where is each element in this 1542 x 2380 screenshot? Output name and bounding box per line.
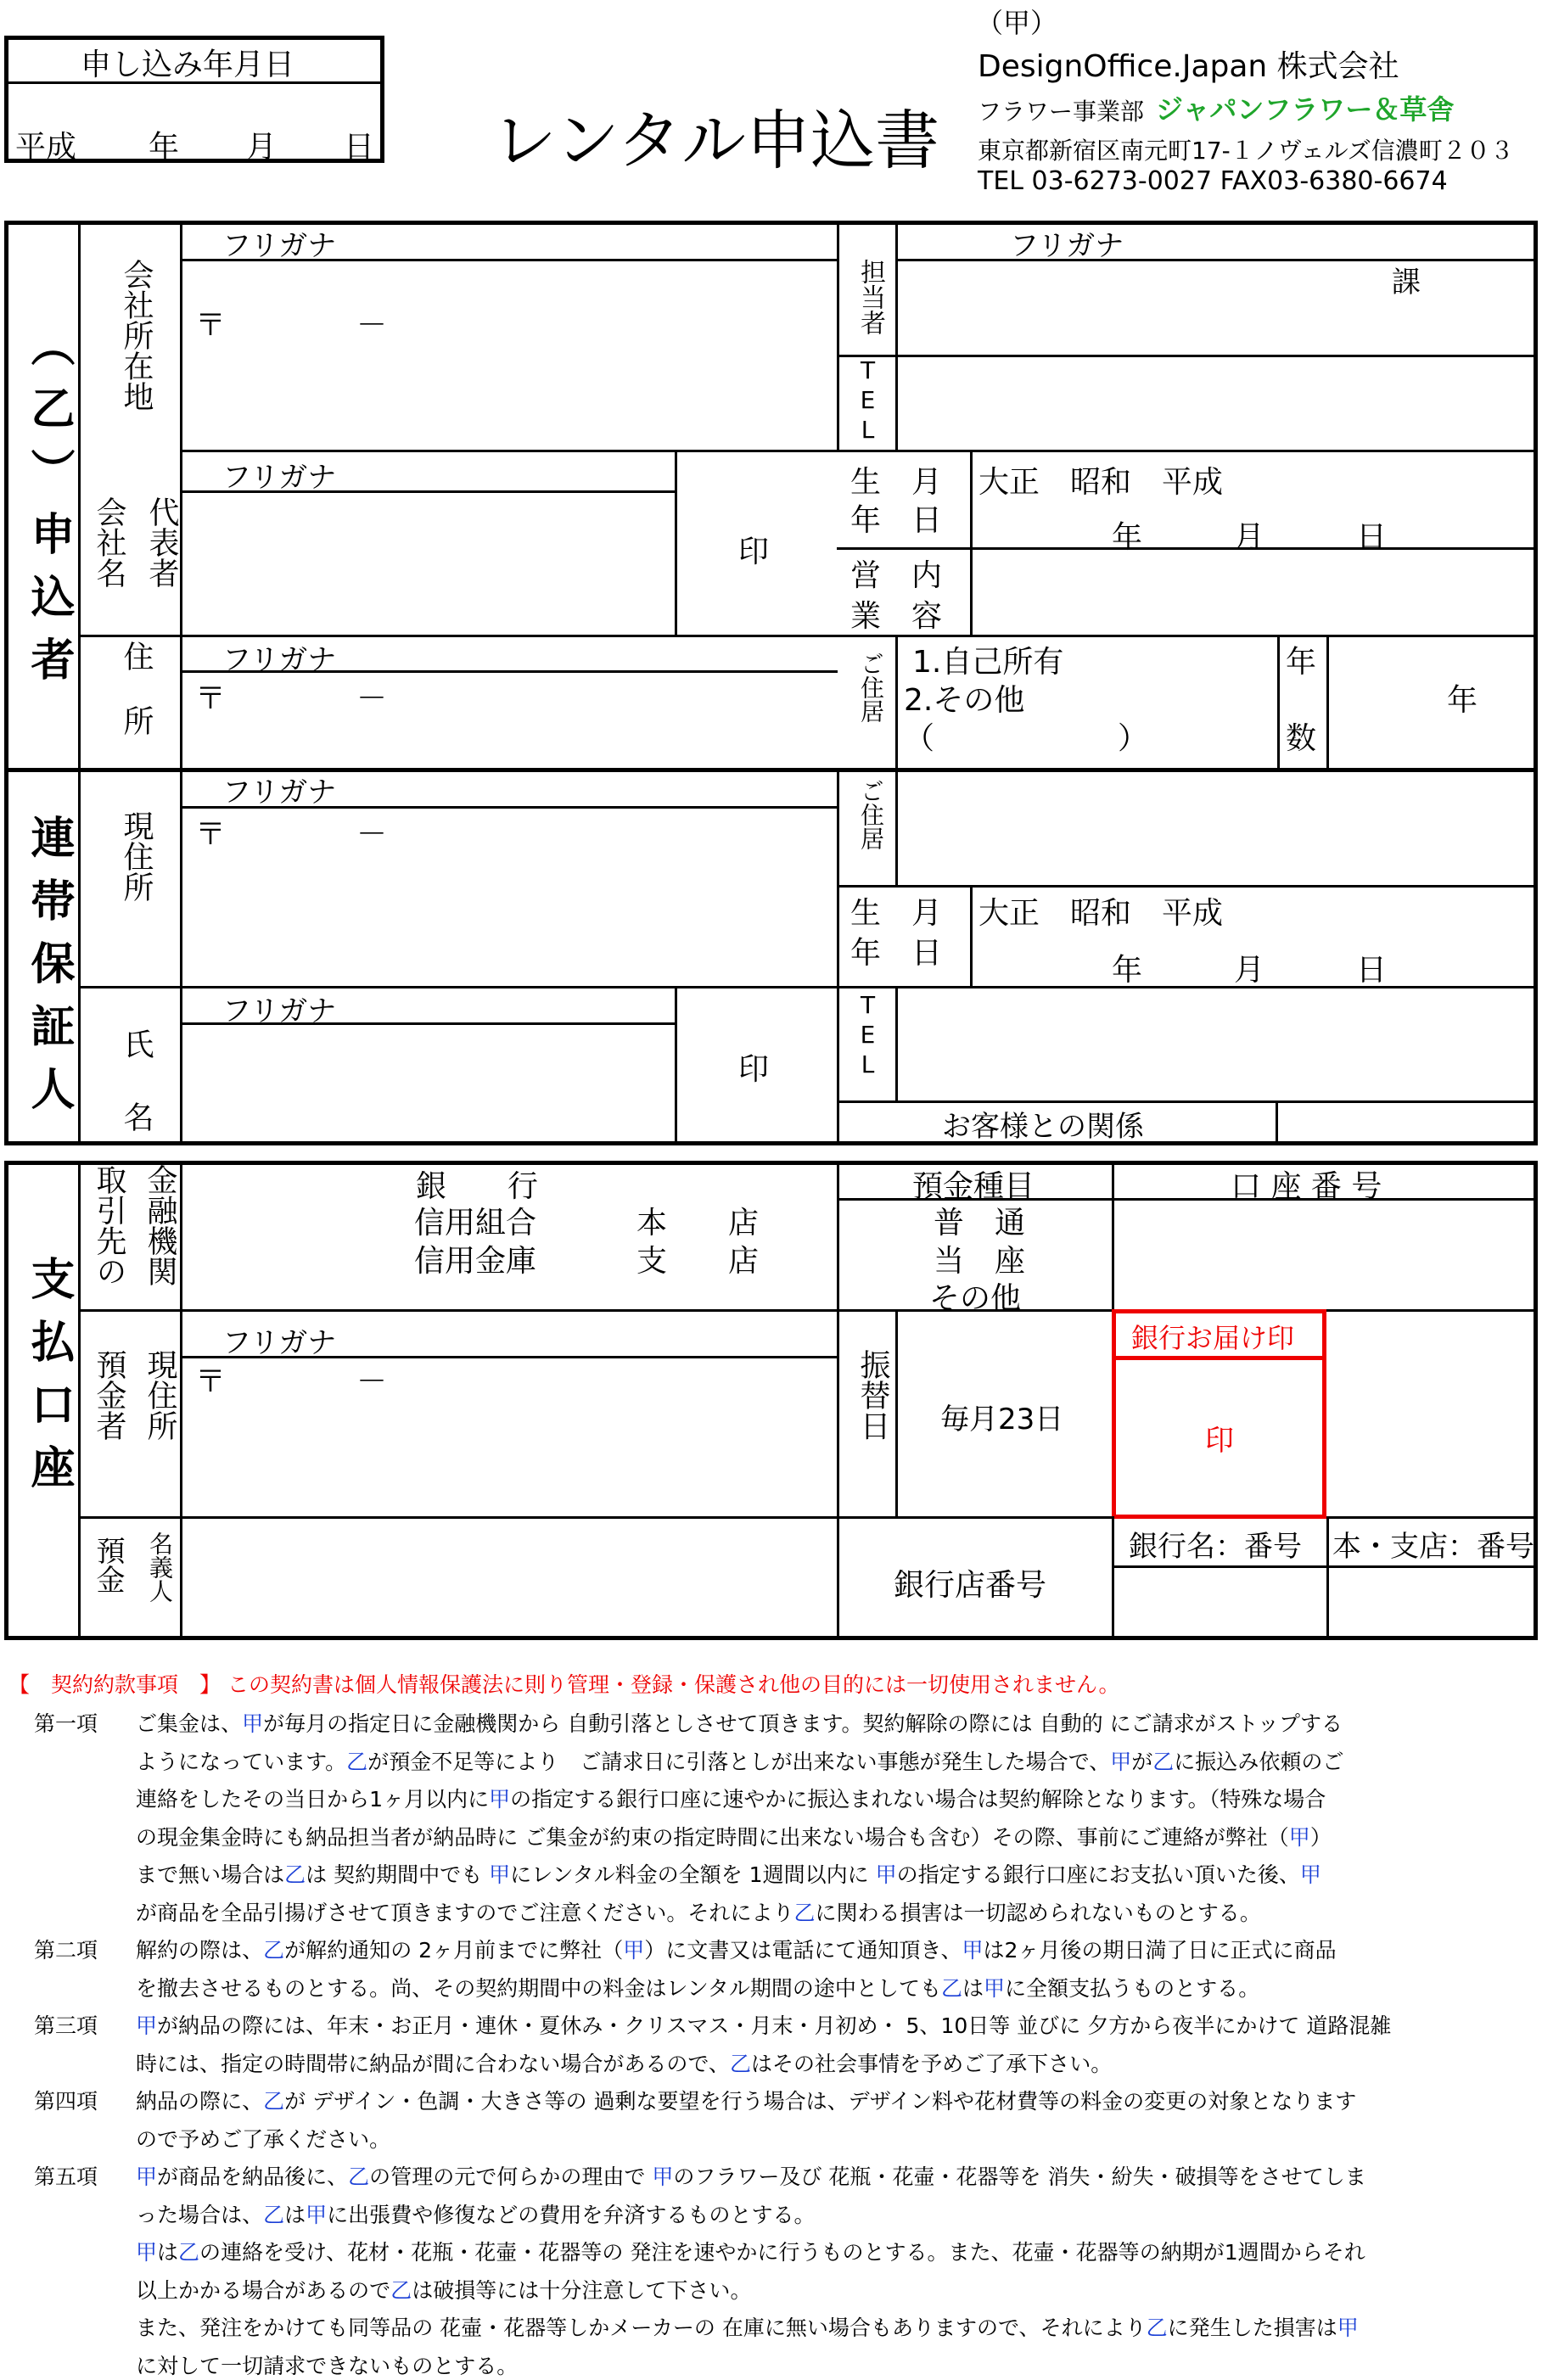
terms-item-line: ようになっています。乙が預金不足等により ご請求日に引落としが出来ない事態が発生した場合で、甲が乙に振込み依頼のご: [136, 1749, 1344, 1774]
depositor-name-label-col1: 預金: [91, 1536, 125, 1593]
account-number-label: 口 座 番 号: [1231, 1169, 1382, 1204]
head-office-option: 本 店: [636, 1206, 760, 1240]
terms-item-line: 納品の際に、乙が デザイン・色調・大きさ等の 過剰な要望を行う場合は、デザイン料や花材費等の料金の変更の対象となります: [136, 2089, 1357, 2114]
applicant-postal-mark[interactable]: 〒: [195, 681, 227, 716]
postal-dash: －: [356, 308, 388, 343]
guarantor-birth-label-2: 年 日: [850, 936, 943, 971]
guarantor-furigana-name: フリガナ: [222, 994, 337, 1028]
furigana-company-name: フリガナ: [222, 461, 337, 495]
terms-item-line: を撤去させるものとする。尚、その契約期間中の料金はレンタル期間の途中としても乙は甲に全額支払うものとする。: [136, 1975, 1260, 2001]
page-title: レンタル申込書: [492, 103, 940, 178]
guarantor-birth-label-1: 生 月: [850, 896, 943, 931]
era-label: 平成: [15, 130, 77, 165]
application-date-title: 申し込み年月日: [81, 48, 295, 82]
residence-label: ご住居: [857, 652, 885, 723]
party-kou: （甲）: [976, 7, 1058, 39]
deposit-type-label: 預金種目: [912, 1169, 1035, 1204]
terms-item-line: の現金集金時にも納品担当者が納品時に ご集金が約束の指定時間に出来ない場合も含む）その際、事前にご連絡が弊社（甲）: [136, 1824, 1332, 1850]
postal-mark[interactable]: 〒: [195, 308, 227, 343]
residence-paren: （ ）: [904, 721, 1149, 756]
depositor-name-label-col2: 名義人: [146, 1532, 174, 1603]
guarantor-relation-label: お客様との関係: [942, 1110, 1144, 1144]
guarantor-residence-label: ご住居: [857, 779, 885, 850]
brand-name: ジャパンフラワー＆草舎: [1156, 93, 1455, 126]
terms-item-label: 第三項: [34, 2013, 98, 2038]
bank-name-code-label: 銀行名：番号: [1129, 1530, 1302, 1564]
residence-years-unit: 年: [1447, 683, 1478, 718]
furigana-person-in-charge: フリガナ: [1010, 229, 1124, 263]
applicant-postal-dash: －: [356, 681, 388, 716]
bank-branch-code-label: 銀行店番号: [894, 1568, 1047, 1603]
residence-years-label-2: 数: [1286, 721, 1317, 756]
birth-ymd: 年 月 日: [1112, 520, 1388, 555]
depositor-postal-dash: －: [356, 1364, 388, 1399]
year-label: 年: [149, 130, 180, 165]
applicant-section-label: （乙）申込者: [23, 322, 74, 699]
terms-item-line: ので予めご了承ください。: [136, 2126, 391, 2152]
branch-code-label: 本・支店：番号: [1332, 1530, 1534, 1564]
furigana-company-address: フリガナ: [222, 229, 337, 263]
bank-option: 銀 行: [416, 1169, 539, 1204]
guarantor-postal-dash: －: [356, 817, 388, 852]
company-name-label: 会社名: [92, 496, 126, 588]
day-label: 日: [344, 130, 375, 165]
depositor-label-col1: 預金者: [92, 1349, 126, 1441]
terms-heading: 【 契約約款事項 】 この契約書は個人情報保護法に則り管理・登録・保護され他の目的には一切使用されません。: [8, 1672, 1120, 1697]
bank-label-col2: 金融機関: [143, 1164, 177, 1286]
guarantor-section-label: 連帯保証人: [23, 815, 74, 1128]
terms-item-line: 甲が納品の際には、年末・お正月・連休・夏休み・クリスマス・月末・月初め・ 5、10日等 並びに 夕方から夜半にかけて 道路混雑: [136, 2013, 1392, 2038]
current-option: 当 座: [934, 1244, 1026, 1279]
terms-item-line: った場合は、乙は甲に出張費や修復などの費用を弁済するものとする。: [136, 2202, 816, 2227]
depositor-label-col2: 現住所: [143, 1349, 177, 1441]
monthly-transfer-day: 毎月23日: [940, 1403, 1064, 1436]
terms-item-label: 第五項: [34, 2164, 98, 2189]
payment-section-label: 支払口座: [23, 1256, 74, 1507]
guarantor-birth-ymd: 年 月 日: [1112, 953, 1388, 988]
birth-label-2: 年 日: [850, 503, 943, 538]
guarantor-seal: 印: [738, 1052, 770, 1087]
guarantor-address-label: 現住所: [119, 810, 154, 902]
guarantor-postal-mark[interactable]: 〒: [195, 817, 227, 852]
guarantor-name-label: 氏名: [119, 1028, 154, 1174]
bank-label-col1: 取引先の: [92, 1164, 126, 1286]
other-option: その他: [929, 1281, 1022, 1316]
ordinary-option: 普 通: [934, 1206, 1026, 1240]
bank-seal-mark: 印: [1205, 1424, 1234, 1458]
month-label: 月: [246, 130, 278, 165]
bank-seal-title: 銀行お届け印: [1131, 1322, 1295, 1354]
business-label-1: 営 内: [850, 558, 943, 593]
branch-option: 支 店: [636, 1244, 760, 1279]
terms-item-line: 以上かかる場合があるので乙は破損等には十分注意して下さい。: [136, 2277, 752, 2303]
terms-item-line: 解約の際は、乙が解約通知の 2ヶ月前までに弊社（甲）に文書又は電話にて通知頂き、甲は2ヶ月後の期日満了日に正式に商品: [136, 1938, 1337, 1963]
terms-item-line: に対して一切請求できないものとする。: [136, 2353, 519, 2378]
furigana-address: フリガナ: [222, 643, 337, 677]
birth-label-1: 生 月: [850, 465, 943, 500]
depositor-furigana: フリガナ: [222, 1326, 337, 1360]
representative-seal: 印: [738, 535, 770, 569]
guarantor-furigana-address: フリガナ: [222, 776, 337, 809]
residence-other: 2.その他: [904, 683, 1025, 718]
terms-item-line: 甲は乙の連絡を受け、花材・花瓶・花壷・花器等の 発注を速やかに行うものとする。また、花壷・花器等の納期が1週間からそれ: [136, 2240, 1365, 2265]
terms-item-label: 第四項: [34, 2089, 98, 2114]
terms-item-line: 時には、指定の時間帯に納品が間に合わない場合があるので、乙はその社会事情を予めご了承下さい。: [136, 2051, 1113, 2076]
birth-eras: 大正 昭和 平成: [978, 465, 1224, 500]
terms-item-line: 甲が商品を納品後に、乙の管理の元で何らかの理由で 甲のフラワー及び 花瓶・花壷・花器等を 消失・紛失・破損等をさせてしま: [136, 2164, 1366, 2189]
residence-own: 1.自己所有: [912, 645, 1064, 680]
company-tel-fax: TEL 03-6273-0027 FAX03-6380-6674: [978, 166, 1448, 196]
residence-years-label-1: 年: [1286, 645, 1317, 680]
company-name: DesignOffice.Japan 株式会社: [978, 49, 1399, 84]
representative-label: 代表者: [144, 496, 179, 588]
person-tel-label: TEL: [854, 356, 882, 445]
transfer-day-label: 振替日: [855, 1349, 890, 1441]
person-in-charge-label: 担当者: [855, 259, 885, 335]
terms-item-line: まで無い場合は乙は 契約期間中でも 甲にレンタル料金の全額を 1週間以内に 甲の指定する銀行口座にお支払い頂いた後、甲: [136, 1862, 1321, 1887]
terms-item-line: また、発注をかけても同等品の 花壷・花器等しかメーカーの 在庫に無い場合もありますので、それにより乙に発生した損害は甲: [136, 2316, 1359, 2340]
terms-item-label: 第一項: [34, 1711, 98, 1736]
guarantor-tel-label: TEL: [854, 991, 882, 1080]
terms-item-line: が商品を全品引揚げさせて頂きますのでご注意ください。それにより乙に関わる損害は一切認められないものとする。: [136, 1900, 1261, 1925]
depositor-postal-mark[interactable]: 〒: [195, 1364, 227, 1399]
address-label: 住所: [119, 641, 154, 770]
division-label: フラワー事業部: [978, 98, 1145, 126]
terms-item-label: 第二項: [34, 1938, 98, 1963]
terms-item-line: ご集金は、甲が毎月の指定日に金融機関から 自動引落としさせて頂きます。契約解除の際には 自動的 にご請求がストップする: [136, 1711, 1343, 1736]
company-address-label: 会社所在地: [119, 259, 154, 412]
terms-item-line: 連絡をしたその当日から1ヶ月以内に甲の指定する銀行口座に速やかに振込まれない場合は契約解除となります。（特殊な場合: [136, 1787, 1326, 1812]
company-address: 東京都新宿区南元町17-１ノヴェルズ信濃町２０３: [978, 137, 1514, 165]
guarantor-birth-eras: 大正 昭和 平成: [978, 896, 1224, 931]
credit-union-option: 信用組合: [414, 1206, 537, 1240]
business-label-2: 業 容: [850, 599, 943, 634]
credit-bank-option: 信用金庫: [414, 1244, 537, 1279]
section-ka-label: 課: [1392, 266, 1421, 300]
